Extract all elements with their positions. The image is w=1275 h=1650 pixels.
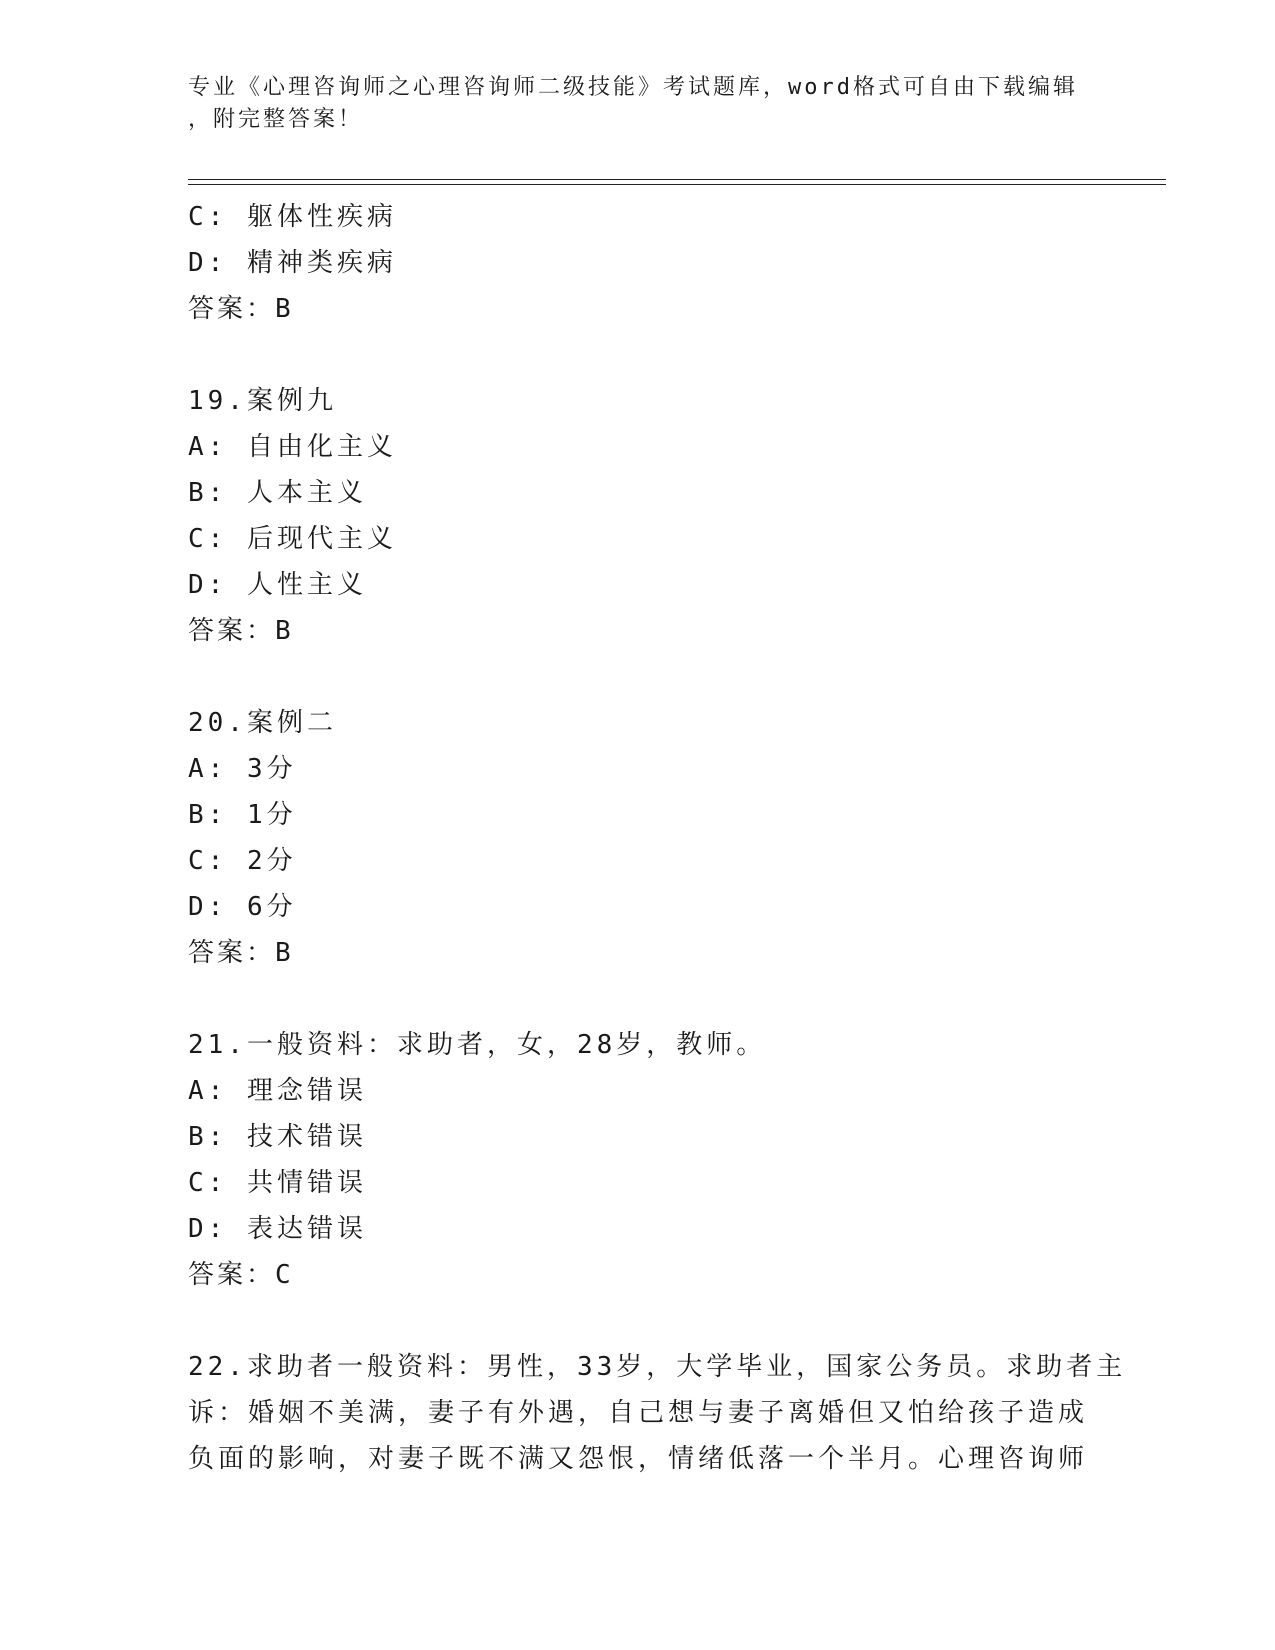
header-divider-top bbox=[188, 179, 1166, 180]
option-a: A: 3分 bbox=[188, 754, 297, 784]
option-b: B: 1分 bbox=[188, 800, 297, 830]
spacer bbox=[188, 332, 1088, 378]
answer-row bbox=[188, 1252, 1088, 1298]
answer-row bbox=[188, 286, 1088, 332]
question-text-line: 诉：婚姻不美满，妻子有外遇，自己想与妻子离婚但又怕给孩子造成 bbox=[188, 1398, 1089, 1428]
question-19 bbox=[188, 378, 1088, 654]
answer-value: B bbox=[275, 294, 294, 324]
continued-question bbox=[188, 194, 1088, 332]
answer-value: C bbox=[275, 1260, 294, 1290]
document-header bbox=[188, 72, 1088, 136]
question-21 bbox=[188, 1022, 1088, 1298]
option-c: C: 后现代主义 bbox=[188, 524, 397, 554]
answer-value: B bbox=[275, 938, 294, 968]
question-22 bbox=[188, 1344, 1127, 1482]
question-list bbox=[188, 194, 1127, 1482]
option-d: D: 精神类疾病 bbox=[188, 248, 397, 278]
question-text-line: 22.求助者一般资料：男性，33岁，大学毕业，国家公务员。求助者主 bbox=[188, 1352, 1127, 1382]
answer-label: 答案： bbox=[188, 1260, 276, 1290]
question-title: 19.案例九 bbox=[188, 386, 337, 416]
option-b: B: 人本主义 bbox=[188, 478, 367, 508]
answer-label: 答案： bbox=[188, 938, 276, 968]
answer-row bbox=[188, 608, 1088, 654]
option-d: D: 表达错误 bbox=[188, 1214, 367, 1244]
option-c: C: 躯体性疾病 bbox=[188, 202, 397, 232]
option-d: D: 人性主义 bbox=[188, 570, 367, 600]
option-a: A: 自由化主义 bbox=[188, 432, 397, 462]
question-text-line: 负面的影响，对妻子既不满又怨恨，情绪低落一个半月。心理咨询师 bbox=[188, 1444, 1089, 1474]
option-c: C: 共情错误 bbox=[188, 1168, 367, 1198]
answer-row bbox=[188, 930, 1088, 976]
option-a: A: 理念错误 bbox=[188, 1076, 367, 1106]
question-20 bbox=[188, 700, 1088, 976]
spacer bbox=[188, 1298, 1088, 1344]
option-d: D: 6分 bbox=[188, 892, 297, 922]
option-b: B: 技术错误 bbox=[188, 1122, 367, 1152]
answer-value: B bbox=[275, 616, 294, 646]
question-title: 21.一般资料：求助者，女，28岁，教师。 bbox=[188, 1030, 767, 1060]
spacer bbox=[188, 976, 1088, 1022]
option-c: C: 2分 bbox=[188, 846, 297, 876]
answer-label: 答案： bbox=[188, 294, 276, 324]
answer-label: 答案： bbox=[188, 616, 276, 646]
header-divider-bottom bbox=[188, 184, 1166, 185]
spacer bbox=[188, 654, 1088, 700]
header-line-2: ，附完整答案！ bbox=[188, 107, 364, 132]
header-line-1: 专业《心理咨询师之心理咨询师二级技能》考试题库，word格式可自由下载编辑 bbox=[188, 75, 1078, 100]
question-title: 20.案例二 bbox=[188, 708, 337, 738]
